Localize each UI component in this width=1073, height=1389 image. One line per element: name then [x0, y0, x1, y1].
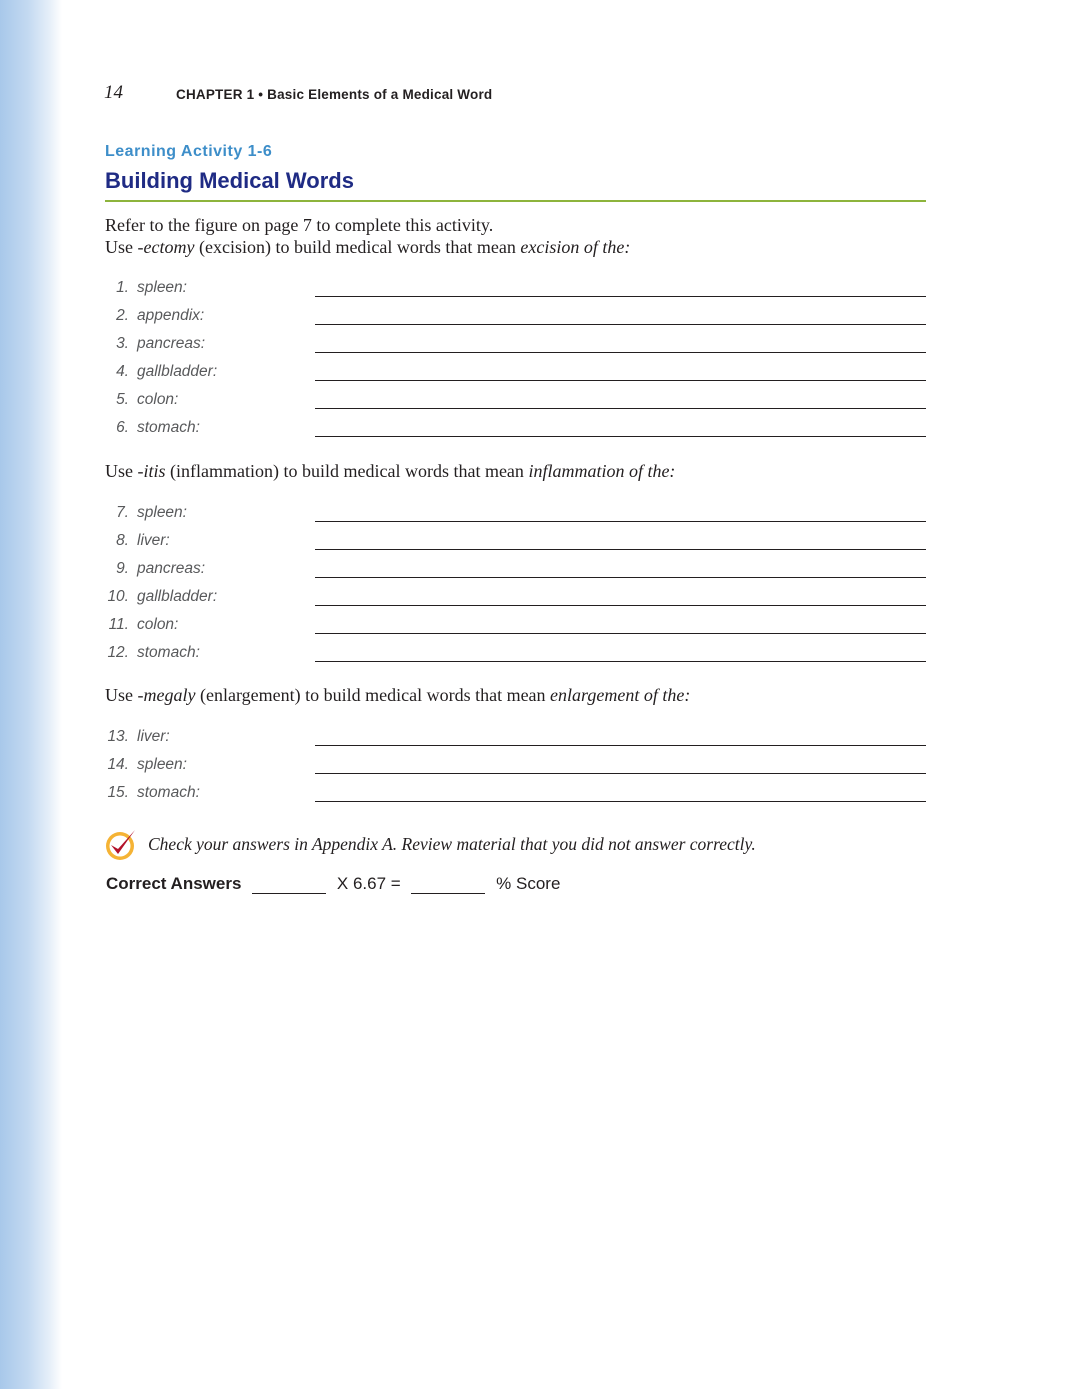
instruction-prefix: Use: [105, 237, 138, 257]
item-label: pancreas:: [137, 335, 206, 352]
item-number: 13.: [107, 728, 129, 745]
answer-line[interactable]: [315, 633, 926, 634]
item-number: 7.: [116, 504, 129, 521]
answer-line[interactable]: [315, 296, 926, 297]
list-item: [105, 418, 926, 444]
score-line: [106, 874, 560, 898]
item-number: 9.: [116, 560, 129, 577]
score-suffix: % Score: [496, 874, 561, 893]
list-item: [105, 306, 926, 332]
item-label: stomach:: [137, 419, 200, 436]
answer-line[interactable]: [315, 577, 926, 578]
activity-title: Building Medical Words: [105, 168, 354, 193]
item-label: colon:: [137, 616, 179, 633]
section-instruction-megaly: [105, 685, 690, 706]
instruction-meaning: excision of the:: [520, 237, 631, 257]
correct-answers-blank[interactable]: [252, 875, 326, 894]
check-answers-text: Check your answers in Appendix A. Review material that you did not answer correctly.: [148, 834, 756, 854]
correct-answers-label: Correct Answers: [106, 874, 242, 893]
item-label: liver:: [137, 728, 170, 745]
list-item: [105, 390, 926, 416]
item-number: 2.: [116, 307, 129, 324]
list-item: [105, 503, 926, 529]
page-header: [104, 82, 924, 108]
answer-line[interactable]: [315, 324, 926, 325]
item-number: 8.: [116, 532, 129, 549]
list-item: [105, 587, 926, 613]
score-blank[interactable]: [411, 875, 485, 894]
answer-line[interactable]: [315, 801, 926, 802]
page-margin-gradient: [0, 0, 62, 1389]
item-label: stomach:: [137, 644, 200, 661]
instruction-gloss: (inflammation) to build medical words that mean: [165, 461, 529, 481]
instruction-meaning: enlargement of the:: [550, 685, 691, 705]
chapter-running-head: CHAPTER 1 • Basic Elements of a Medical Word: [176, 87, 493, 102]
section-instruction-ectomy: [105, 237, 630, 258]
item-number: 14.: [107, 756, 129, 773]
instruction-gloss: (excision) to build medical words that mean: [194, 237, 521, 257]
item-number: 12.: [107, 644, 129, 661]
item-label: liver:: [137, 532, 170, 549]
suffix-term: -ectomy: [137, 237, 195, 257]
instruction-gloss: (enlargement) to build medical words that mean: [195, 685, 551, 705]
item-number: 10.: [107, 588, 129, 605]
item-label: colon:: [137, 391, 179, 408]
list-item: [105, 783, 926, 809]
answer-line[interactable]: [315, 521, 926, 522]
list-item: [105, 615, 926, 641]
item-label: gallbladder:: [137, 588, 218, 605]
activity-label: Learning Activity 1-6: [105, 143, 273, 160]
list-item: [105, 362, 926, 388]
item-label: pancreas:: [137, 560, 206, 577]
item-number: 6.: [116, 419, 129, 436]
page-number: 14: [104, 82, 123, 103]
item-label: stomach:: [137, 784, 200, 801]
answer-line[interactable]: [315, 352, 926, 353]
answer-line[interactable]: [315, 549, 926, 550]
list-item: [105, 531, 926, 557]
item-label: spleen:: [137, 504, 187, 521]
answer-line[interactable]: [315, 436, 926, 437]
intro-text: Refer to the figure on page 7 to complete this activity.: [105, 215, 494, 235]
answer-line[interactable]: [315, 661, 926, 662]
item-number: 11.: [108, 616, 129, 633]
answer-line[interactable]: [315, 773, 926, 774]
item-label: spleen:: [137, 756, 187, 773]
section-instruction-itis: [105, 461, 675, 482]
answer-line[interactable]: [315, 745, 926, 746]
instruction-prefix: Use: [105, 685, 138, 705]
instruction-meaning: inflammation of the:: [528, 461, 676, 481]
instruction-prefix: Use: [105, 461, 138, 481]
list-item: [105, 755, 926, 781]
list-item: [105, 643, 926, 669]
item-number: 15.: [107, 784, 129, 801]
item-label: spleen:: [137, 279, 187, 296]
item-number: 1.: [116, 279, 129, 296]
score-multiplier: X 6.67 =: [336, 874, 401, 893]
suffix-term: -itis: [137, 461, 166, 481]
suffix-term: -megaly: [137, 685, 196, 705]
checkmark-circle-icon: [104, 828, 138, 862]
list-item: [105, 559, 926, 585]
item-number: 4.: [116, 363, 129, 380]
item-label: appendix:: [137, 307, 205, 324]
item-number: 3.: [116, 335, 129, 352]
answer-line[interactable]: [315, 408, 926, 409]
title-divider: [105, 200, 926, 202]
answer-line[interactable]: [315, 380, 926, 381]
list-item: [105, 727, 926, 753]
list-item: [105, 334, 926, 360]
answer-line[interactable]: [315, 605, 926, 606]
item-number: 5.: [116, 391, 129, 408]
list-item: [105, 278, 926, 304]
check-answers-note: [104, 828, 924, 862]
item-label: gallbladder:: [137, 363, 218, 380]
